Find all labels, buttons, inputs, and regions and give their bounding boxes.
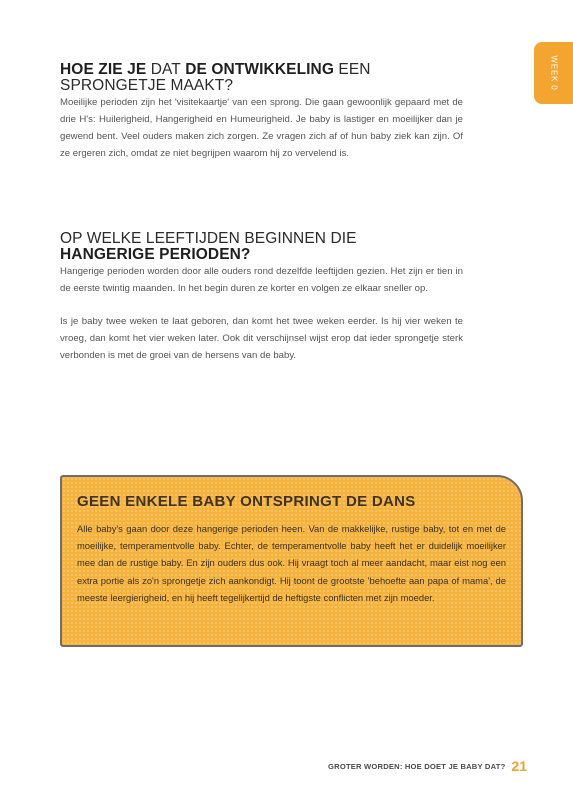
page-number: 21	[511, 758, 527, 774]
title-line-2: HANGERIGE PERIODEN?	[60, 246, 251, 263]
section-title	[60, 231, 463, 263]
title-part-1: HOE ZIE JE	[60, 61, 151, 78]
callout-box	[60, 475, 523, 647]
callout-title: GEEN ENKELE BABY ONTSPRINGT DE DANS	[77, 493, 416, 510]
page-footer	[328, 758, 527, 774]
title-line-1: OP WELKE LEEFTIJDEN BEGINNEN DIE	[60, 230, 357, 247]
section-ages	[60, 231, 463, 364]
running-footer: GROTER WORDEN: HOE DOET JE BABY DAT?	[328, 761, 506, 771]
body-paragraph: Is je baby twee weken te laat geboren, dan komt het twee weken eerder. Is hij vier weken te vroeg, dan komt het vier weken later. Ook dit verschijnsel wijst erop dat ieder sprongetje sterk verbonden is met de groei van de hersens van de baby.	[60, 316, 463, 361]
body-paragraph: Hangerige perioden worden door alle ouders rond dezelfde leeftijden gezien. Het zijn er tien in de eerste twintig maanden. In het begin duren ze korter en volgen ze elkaar sneller op.	[60, 266, 463, 294]
section-development-jump	[60, 62, 463, 162]
week-tab	[534, 42, 573, 104]
week-tab-label: WEEK 0	[549, 55, 558, 91]
body-paragraph: Moeilijke perioden zijn het 'visitekaartje' van een sprong. Die gaan gewoonlijk gepaard met de drie H's: Huilerigheid, Hangerigheid en Humeurigheid. Je baby is lastiger en moeilijker dan je gewend bent. Veel ouders maken zich zorgen. Ze vragen zich af of hun baby ziek kan zijn. Of ze ergeren zich, omdat ze niet begrijpen waarom hij zo vervelend is.	[60, 97, 463, 159]
title-part-2: DAT	[150, 61, 181, 78]
title-part-3: DE ONTWIKKELING	[180, 61, 334, 78]
section-title	[60, 62, 463, 94]
callout-text: Alle baby's gaan door deze hangerige perioden heen. Van de makkelijke, rustige baby, tot en met de moeilijke, temperamentvolle baby. Echter, de temperamentvolle baby heeft het er duidelijk moeilijker mee dan de rustige baby. En zijn ouders dus ook. Hij vraagt toch al meer aandacht, maar eist nog een extra portie als zo'n sprongetje zich aankondigt. Hij toont de grootste 'behoefte aan papa of mama', de meeste leergierigheid, en hij heeft tegelijkertijd de heftigste conflicten met zijn moeder.	[77, 523, 506, 603]
title-part-4: EEN SPRONGETJE MAAKT?	[60, 61, 371, 94]
